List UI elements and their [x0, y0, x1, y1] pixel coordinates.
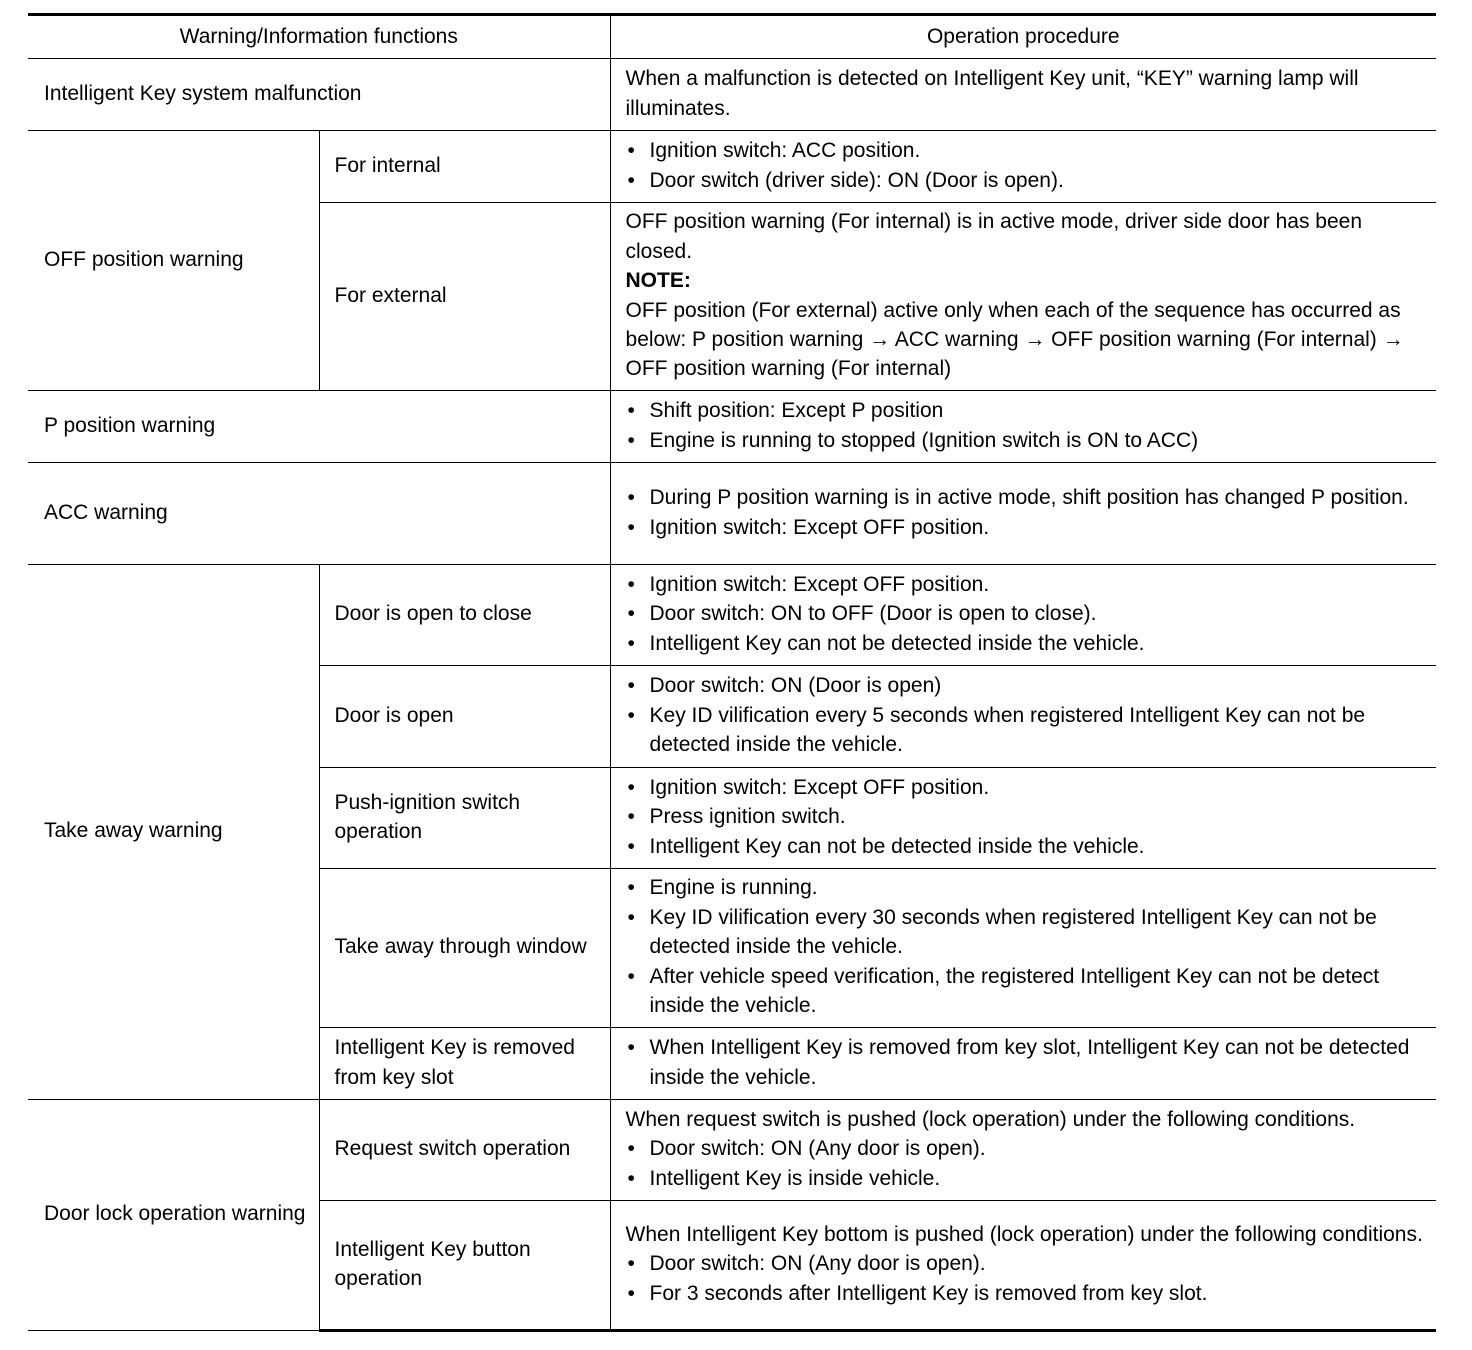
bullet-item: • During P position warning is in active mode, shift position has changed P position. [626, 483, 1429, 512]
procedure-cell [610, 203, 1436, 391]
bullet-item: • After vehicle speed verification, the registered Intelligent Key can not be detect inside the vehicle. [626, 962, 1429, 1021]
subfunction-cell: For internal [319, 131, 610, 203]
warning-functions-table [28, 13, 1436, 1332]
procedure-cell [610, 666, 1436, 768]
subfunction-cell: Intelligent Key button operation [319, 1201, 610, 1331]
bullet-item: • Ignition switch: ACC position. [626, 136, 1429, 165]
procedure-cell [610, 463, 1436, 565]
subfunction-cell: Take away through window [319, 869, 610, 1028]
procedure-cell [610, 1100, 1436, 1201]
table-row [28, 565, 1436, 666]
bullet-item: • Door switch (driver side): ON (Door is open). [626, 166, 1429, 195]
function-cell: ACC warning [28, 463, 610, 565]
subfunction-cell: Intelligent Key is removed from key slot [319, 1028, 610, 1100]
note-label: NOTE: [625, 269, 691, 293]
bullet-item: • When Intelligent Key is removed from key slot, Intelligent Key can not be detected inside the vehicle. [626, 1033, 1429, 1092]
bullet-item: • Shift position: Except P position [626, 396, 1429, 425]
table-row [28, 391, 1436, 463]
function-cell: OFF position warning [28, 131, 319, 391]
procedure-cell [610, 131, 1436, 203]
subfunction-cell: For external [319, 203, 610, 391]
note-text: OFF position (For external) active only when each of the sequence has occurred as below: P position warning → ACC warning → OFF position warning (For internal) → OFF position warning (For internal) [625, 298, 1404, 381]
bullet-item: • Door switch: ON to OFF (Door is open to close). [626, 599, 1429, 628]
bullet-item: • Engine is running to stopped (Ignition switch is ON to ACC) [626, 426, 1429, 455]
table-row [28, 131, 1436, 203]
bullet-item: • Ignition switch: Except OFF position. [626, 773, 1429, 802]
bullet-item: • Ignition switch: Except OFF position. [626, 513, 1429, 542]
table-row [28, 59, 1436, 131]
procedure-cell [610, 1201, 1436, 1331]
procedure-text: When Intelligent Key bottom is pushed (lock operation) under the following conditions. [625, 1222, 1423, 1246]
function-cell: P position warning [28, 391, 610, 463]
bullet-item: • Door switch: ON (Door is open) [626, 671, 1429, 700]
bullet-item: • Intelligent Key can not be detected inside the vehicle. [626, 629, 1429, 658]
procedure-cell [610, 565, 1436, 666]
function-cell: Door lock operation warning [28, 1100, 319, 1331]
function-cell: Intelligent Key system malfunction [28, 59, 610, 131]
header-row [28, 15, 1436, 59]
bullet-item: • Door switch: ON (Any door is open). [626, 1134, 1429, 1163]
bullet-item: • Intelligent Key is inside vehicle. [626, 1164, 1429, 1193]
bullet-item: • Ignition switch: Except OFF position. [626, 570, 1429, 599]
procedure-cell [610, 1028, 1436, 1100]
subfunction-cell: Push-ignition switch operation [319, 768, 610, 869]
procedure-cell: When a malfunction is detected on Intelligent Key unit, “KEY” warning lamp will illuminates. [610, 59, 1436, 131]
bullet-item: • Key ID vilification every 30 seconds when registered Intelligent Key can not be detected inside the vehicle. [626, 903, 1429, 962]
procedure-cell [610, 768, 1436, 869]
bullet-item: • Key ID vilification every 5 seconds when registered Intelligent Key can not be detected inside the vehicle. [626, 701, 1429, 760]
procedure-cell [610, 869, 1436, 1028]
subfunction-cell: Request switch operation [319, 1100, 610, 1201]
procedure-cell [610, 391, 1436, 463]
subfunction-cell: Door is open [319, 666, 610, 768]
bullet-item: • Door switch: ON (Any door is open). [626, 1249, 1429, 1278]
table-row [28, 463, 1436, 565]
bullet-item: • Intelligent Key can not be detected inside the vehicle. [626, 832, 1429, 861]
procedure-text: When request switch is pushed (lock operation) under the following conditions. [625, 1107, 1356, 1131]
bullet-item: • Engine is running. [626, 873, 1429, 902]
function-cell: Take away warning [28, 565, 319, 1100]
subfunction-cell: Door is open to close [319, 565, 610, 666]
bullet-item: • For 3 seconds after Intelligent Key is removed from key slot. [626, 1279, 1429, 1308]
table-row [28, 1100, 1436, 1201]
header-procedure: Operation procedure [610, 15, 1436, 59]
procedure-text: OFF position warning (For internal) is in active mode, driver side door has been closed. [625, 210, 1363, 263]
header-functions: Warning/Information functions [28, 15, 610, 59]
bullet-item: • Press ignition switch. [626, 802, 1429, 831]
